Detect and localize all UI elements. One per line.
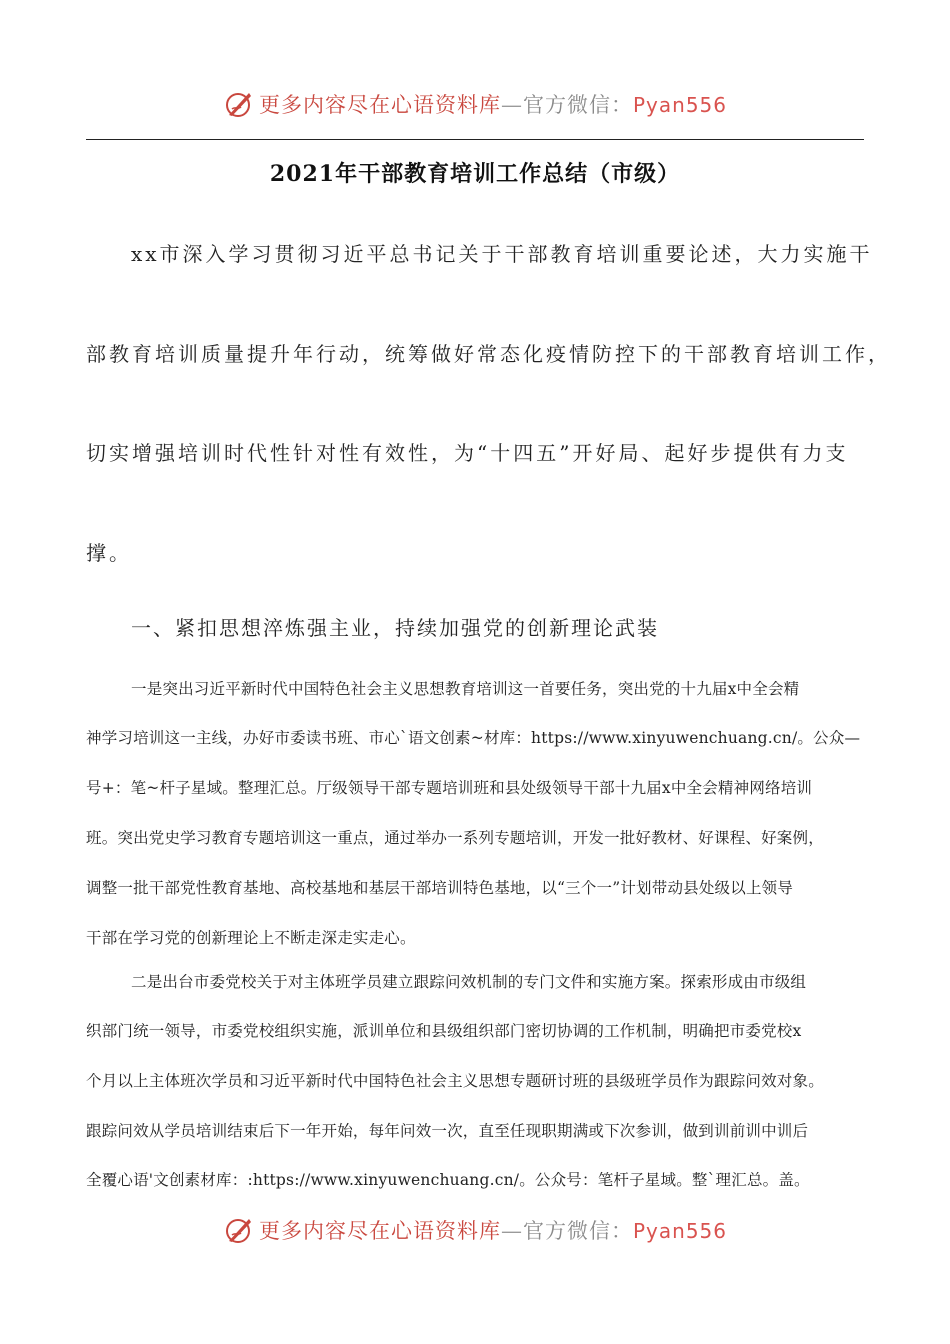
header-divider (86, 139, 864, 140)
watermark-text (259, 89, 727, 119)
lead-line: 切实增强培训时代性针对性有效性，为“十四五”开好局、起好步提供有力支 (86, 441, 849, 465)
quill-logo-icon (223, 1214, 255, 1246)
watermark-wechat-id: Pyan556 (632, 1219, 727, 1243)
lead-line: xx市深入学习贯彻习近平总书记关于干部教育培训重要论述，大力实施干 (131, 242, 873, 266)
watermark-label: 官方微信： (522, 93, 633, 117)
watermark-dash: — (500, 93, 523, 117)
paragraph-line: 一是突出习近平新时代中国特色社会主义思想教育培训这一首要任务，突出党的十九届x中全会精 (131, 680, 800, 698)
paragraph-line: 号+：笔~杆子星域。整理汇总。厅级领导干部专题培训班和县处级领导干部十九届x中全会精神网络培训 (86, 779, 813, 797)
watermark-banner-bottom (0, 1210, 950, 1250)
lead-line: 部教育培训质量提升年行动，统筹做好常态化疫情防控下的干部教育培训工作， (86, 342, 891, 366)
paragraph-line: 调整一批干部党性教育基地、高校基地和基层干部培训特色基地，以“三个一”计划带动县处级以上领导 (86, 879, 794, 897)
paragraph-line: 织部门统一领导，市委党校组织实施，派训单位和县级组织部门密切协调的工作机制，明确把市委党校x (86, 1022, 802, 1040)
paragraph-line: 个月以上主体班次学员和习近平新时代中国特色社会主义思想专题研讨班的县级班学员作为跟踪问效对象。 (86, 1072, 824, 1090)
quill-logo-icon (223, 88, 255, 120)
paragraph-line: 二是出台市委党校关于对主体班学员建立跟踪问效机制的专门文件和实施方案。探索形成由市级组 (131, 973, 807, 991)
paragraph-line: 干部在学习党的创新理论上不断走深走实走心。 (86, 929, 416, 947)
watermark-main: 更多内容尽在心语资料库 (258, 93, 501, 117)
paragraph-line: 跟踪问效从学员培训结束后下一年开始，每年问效一次，直至任现职期满或下次参训，做到训前训中训后 (86, 1122, 809, 1140)
watermark-label: 官方微信： (522, 1219, 633, 1243)
document-title: 2021年干部教育培训工作总结（市级） (269, 161, 681, 187)
watermark-main: 更多内容尽在心语资料库 (258, 1219, 501, 1243)
watermark-dash: — (500, 1219, 523, 1243)
section-heading: 一、紧扣思想淬炼强主业，持续加强党的创新理论武装 (131, 616, 659, 640)
paragraph-line: 班。突出党史学习教育专题培训这一重点，通过举办一系列专题培训，开发一批好教材、好课程、好案例， (86, 829, 824, 847)
paragraph-line: 神学习培训这一主线，办好市委读书班、市心`语文创素~材库：https://www.xinyuwenchuang.cn/。公众— (86, 729, 861, 747)
watermark-wechat-id: Pyan556 (632, 93, 727, 117)
lead-line: 撑。 (86, 541, 132, 565)
watermark-text (259, 1215, 727, 1245)
watermark-banner-top (0, 84, 950, 124)
paragraph-line: 全覆心语'文创素材库：:https://www.xinyuwenchuang.cn/。公众号：笔杆子星域。整`理汇总。盖。 (86, 1171, 810, 1189)
